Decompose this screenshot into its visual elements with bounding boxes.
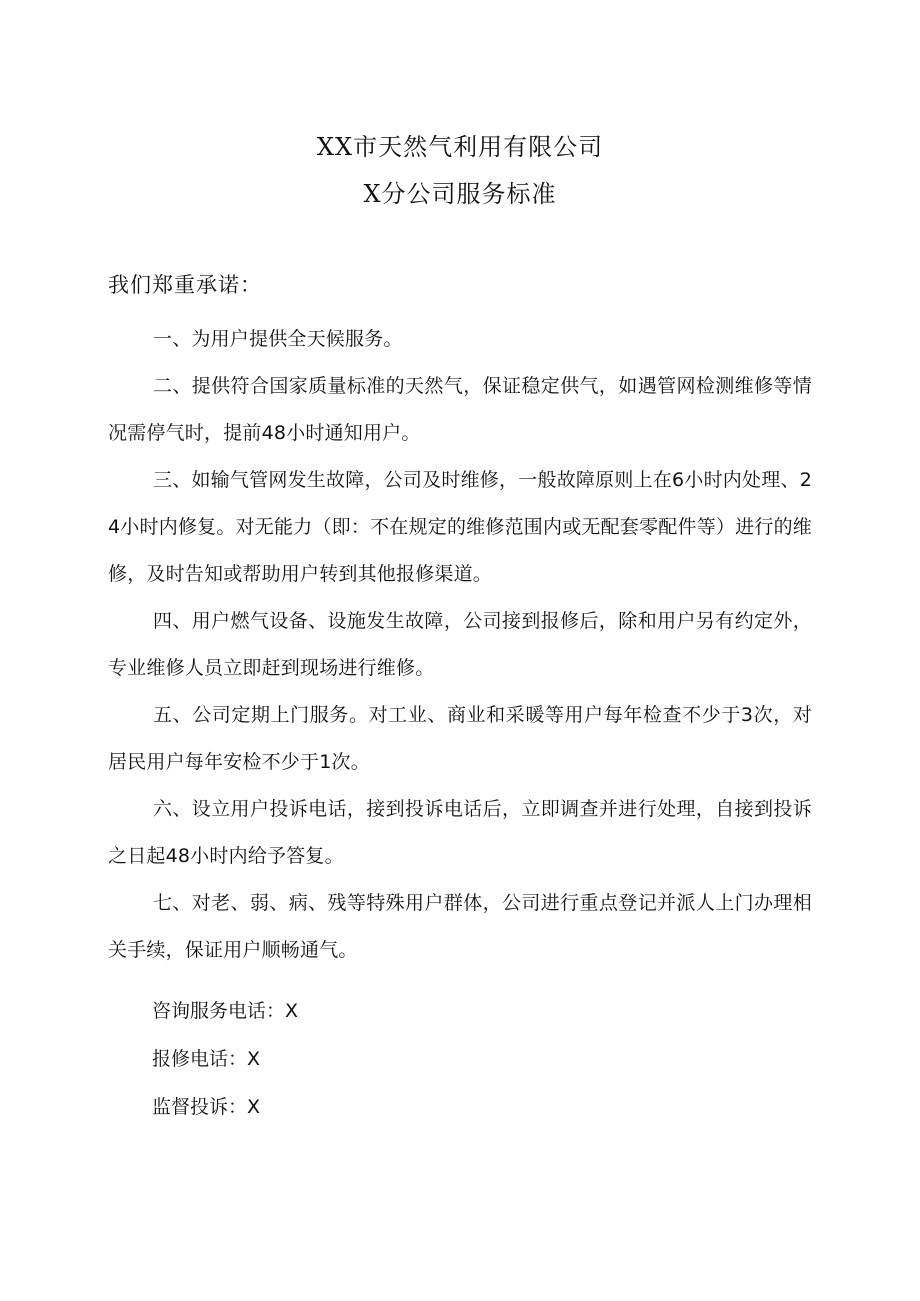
commitment-3: 三、如输气管网发生故障，公司及时维修，一般故障原则上在6小时内处理、24小时内修复。对无能力（即：不在规定的维修范围内或无配套零配件等）进行的维修，及时告知或帮助用户转到其他报修渠道。 bbox=[108, 469, 812, 585]
intro-heading: 我们郑重承诺： bbox=[108, 273, 262, 297]
consultation-phone: 咨询服务电话：X bbox=[152, 1000, 299, 1022]
commitment-7: 七、对老、弱、病、残等特殊用户群体，公司进行重点登记并派人上门办理相关手续，保证用户顺畅通气。 bbox=[108, 892, 812, 961]
commitment-6: 六、设立用户投诉电话，接到投诉电话后，立即调查并进行处理，自接到投诉之日起48小时内给予答复。 bbox=[108, 798, 812, 867]
service-commitments bbox=[108, 316, 812, 974]
document-title: XX市天然气利用有限公司 bbox=[316, 133, 604, 161]
commitment-5: 五、公司定期上门服务。对工业、商业和采暖等用户每年检查不少于3次，对居民用户每年安检不少于1次。 bbox=[108, 704, 812, 773]
commitment-2: 二、提供符合国家质量标准的天然气，保证稳定供气，如遇管网检测维修等情况需停气时，提前48小时通知用户。 bbox=[108, 375, 812, 444]
complaint-phone: 监督投诉：X bbox=[152, 1096, 261, 1118]
commitment-4: 四、用户燃气设备、设施发生故障，公司接到报修后，除和用户另有约定外，专业维修人员立即赶到现场进行维修。 bbox=[108, 610, 812, 679]
commitment-1: 一、为用户提供全天候服务。 bbox=[153, 328, 403, 350]
document-subtitle: X分公司服务标准 bbox=[363, 180, 557, 208]
repair-phone: 报修电话：X bbox=[152, 1048, 261, 1070]
